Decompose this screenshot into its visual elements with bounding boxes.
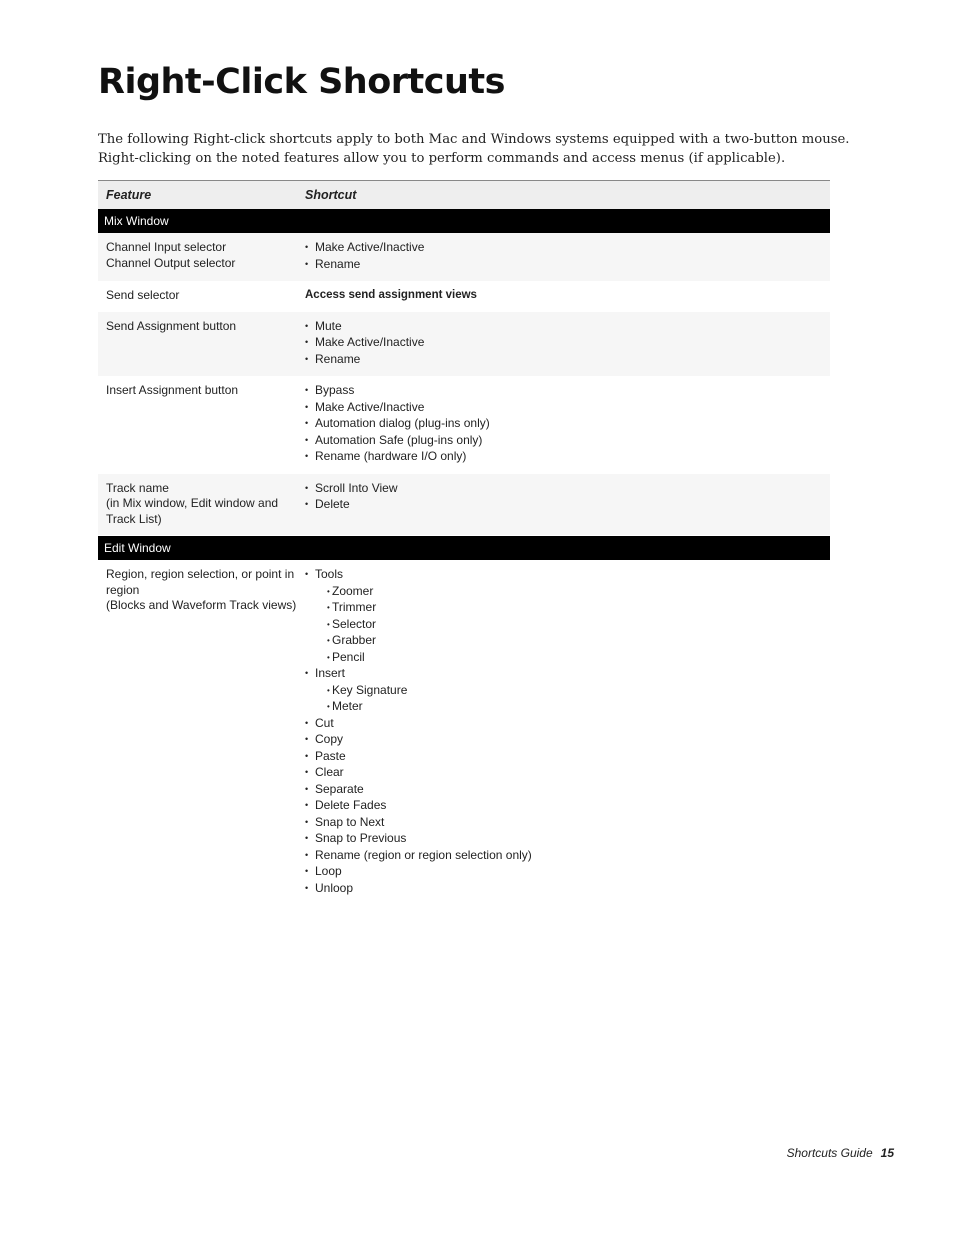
feature-text: Send selector	[106, 288, 180, 302]
shortcut-cell	[305, 240, 830, 273]
shortcut-subitem: • Meter	[305, 699, 830, 716]
shortcut-item: • Snap to Next	[305, 815, 830, 832]
feature-text: Region, region selection, or point in	[106, 567, 295, 581]
shortcut-cell	[305, 481, 830, 528]
shortcut-item: • Paste	[305, 749, 830, 766]
shortcut-cell	[305, 288, 830, 304]
shortcut-subitem: • Key Signature	[305, 683, 830, 700]
shortcut-text: Access send assignment views	[305, 289, 477, 301]
shortcut-item: • Make Active/Inactive	[305, 400, 830, 417]
shortcut-item: • Rename (region or region selection only)	[305, 848, 830, 865]
footer-guide-name: Shortcuts Guide	[786, 1146, 873, 1160]
shortcut-cell	[305, 567, 830, 897]
shortcut-item: • Delete Fades	[305, 798, 830, 815]
feature-text: Track List)	[106, 511, 162, 526]
feature-text: Channel Input selector	[106, 240, 227, 254]
shortcut-item: • Automation dialog (plug-ins only)	[305, 416, 830, 433]
feature-cell	[98, 240, 305, 273]
shortcut-item: • Insert	[305, 666, 830, 683]
shortcut-subitem: • Pencil	[305, 650, 830, 667]
feature-cell	[98, 567, 305, 897]
feature-text: Send Assignment button	[106, 318, 237, 333]
table-row	[98, 376, 830, 474]
table-row	[98, 312, 830, 377]
feature-cell	[98, 319, 305, 369]
feature-text: (Blocks and Waveform Track views)	[106, 598, 297, 612]
shortcut-item: • Scroll Into View	[305, 481, 830, 498]
shortcut-subitem: • Grabber	[305, 633, 830, 650]
feature-text: Insert Assignment button	[106, 383, 239, 397]
section-edit-window: Edit Window	[98, 536, 830, 560]
shortcut-item: • Make Active/Inactive	[305, 335, 830, 352]
shortcut-item: • Mute	[305, 319, 830, 336]
shortcut-item: • Loop	[305, 864, 830, 881]
table-row	[98, 281, 830, 312]
shortcut-subitem: • Selector	[305, 617, 830, 634]
shortcut-item: • Delete	[305, 497, 830, 514]
header-shortcut: Shortcut	[305, 188, 357, 202]
feature-text: region	[106, 582, 140, 597]
shortcut-subitem: • Trimmer	[305, 600, 830, 617]
shortcut-item: • Make Active/Inactive	[305, 240, 830, 257]
shortcut-item: • Bypass	[305, 383, 830, 400]
page-footer	[787, 1146, 894, 1160]
shortcut-cell	[305, 383, 830, 466]
table-row	[98, 233, 830, 281]
page-title: Right-Click Shortcuts	[98, 62, 505, 102]
feature-cell	[98, 383, 305, 466]
shortcut-item: • Rename	[305, 352, 830, 369]
table-row	[98, 474, 830, 536]
shortcut-item: • Tools	[305, 567, 830, 584]
feature-cell	[98, 481, 305, 528]
shortcut-item: • Rename (hardware I/O only)	[305, 449, 830, 466]
section-mix-window: Mix Window	[98, 209, 830, 233]
shortcut-item: • Automation Safe (plug-ins only)	[305, 433, 830, 450]
table-row	[98, 560, 830, 905]
shortcut-item: • Copy	[305, 732, 830, 749]
edit-window-table	[98, 536, 830, 905]
page-number: 15	[880, 1146, 894, 1160]
feature-text: Track name	[106, 480, 169, 495]
shortcut-item: • Unloop	[305, 881, 830, 898]
shortcut-item: • Clear	[305, 765, 830, 782]
shortcut-item: • Rename	[305, 257, 830, 274]
feature-text: (in Mix window, Edit window and	[106, 496, 279, 510]
shortcut-cell	[305, 319, 830, 369]
shortcut-item: • Separate	[305, 782, 830, 799]
shortcut-item: • Snap to Previous	[305, 831, 830, 848]
shortcut-item: • Cut	[305, 716, 830, 733]
shortcuts-table	[98, 180, 830, 535]
feature-cell	[98, 288, 305, 304]
table-header	[98, 180, 830, 209]
intro-paragraph: The following Right-click shortcuts apply to both Mac and Windows systems equipped with a two-button mouse. Right-clicking on the noted features allow you to perform commands and access menus (if applicable).	[98, 132, 850, 166]
feature-text: Channel Output selector	[106, 255, 236, 270]
shortcut-subitem: • Zoomer	[305, 584, 830, 601]
header-feature: Feature	[106, 188, 152, 202]
